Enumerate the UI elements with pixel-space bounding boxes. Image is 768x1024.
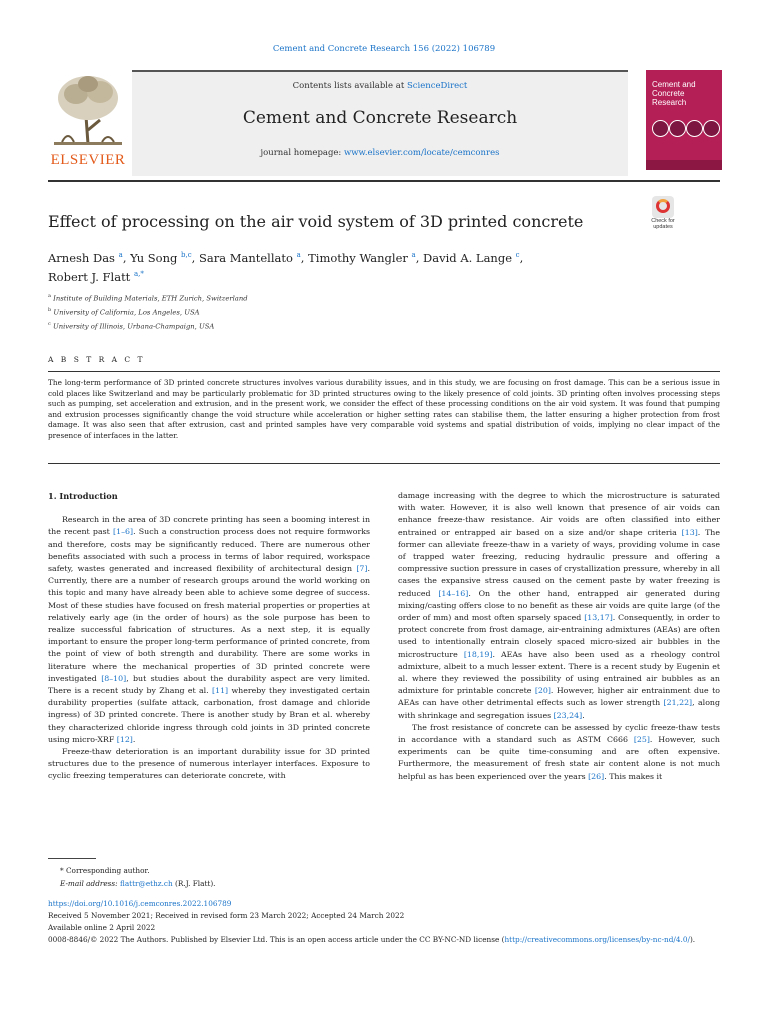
received-dates: Received 5 November 2021; Received in revised form 23 March 2022; Accepted 24 March 2022 xyxy=(48,911,405,920)
license-suffix: ). xyxy=(689,935,696,944)
affiliation: $^b$ University of California, Los Angeles, USA xyxy=(48,306,200,317)
footnote-email xyxy=(60,879,216,888)
contents-prefix: Contents lists available at xyxy=(292,81,407,91)
citation-ref-link[interactable]: [14–16] xyxy=(438,588,469,598)
paragraph xyxy=(398,722,720,783)
citation-ref-link[interactable]: [1–6] xyxy=(113,527,134,537)
license-link[interactable]: http://creativecommons.org/licenses/by-nc-nd/4.0/ xyxy=(504,935,690,944)
elsevier-logo[interactable] xyxy=(48,70,128,170)
citation-ref-link[interactable]: [8–10] xyxy=(101,673,127,683)
elsevier-tree-icon xyxy=(48,70,128,152)
text-run: . xyxy=(132,734,136,744)
email-link[interactable]: flattr@ethz.ch xyxy=(119,879,173,888)
contents-line xyxy=(132,81,628,91)
homepage-link[interactable]: www.elsevier.com/locate/cemconres xyxy=(344,148,500,158)
text-run: damage increasing with the degree to which the microstructure is saturated with water. However, it is also well known that presence of air voids can enhance freeze-thaw resistance. Air voids are often classified into either entrained or entrapped air based on a size and/or shape criteria xyxy=(398,491,720,537)
author[interactable]: Timothy Wangler $^a$ xyxy=(308,250,416,265)
citation-ref-link[interactable]: [25] xyxy=(633,735,650,745)
citation-ref-link[interactable]: [12] xyxy=(116,734,133,744)
cover-title-line: Cement and xyxy=(652,80,696,89)
text-run: . This makes it xyxy=(604,771,663,781)
citation-line[interactable]: Cement and Concrete Research 156 (2022) 106789 xyxy=(272,44,496,54)
cover-image-circle xyxy=(686,120,703,137)
author[interactable]: Robert J. Flatt $^{a,*}$ xyxy=(48,269,144,284)
affiliations xyxy=(48,291,248,332)
email-label: E-mail address: xyxy=(60,879,120,888)
article-title: Effect of processing on the air void system of 3D printed concrete xyxy=(48,212,584,231)
citation-ref-link[interactable]: [13,17] xyxy=(584,613,613,623)
author[interactable]: Arnesh Das $^a$ xyxy=(48,250,123,265)
text-run: , but studies about the durability aspect are very limited. There is a recent study by Zhang et al. xyxy=(48,673,371,696)
affiliation: $^c$ University of Illinois, Urbana-Champaign, USA xyxy=(48,320,215,330)
homepage-prefix: journal homepage: xyxy=(260,148,344,158)
citation-ref-link[interactable]: [13] xyxy=(681,527,698,537)
citation-ref-link[interactable]: [23,24] xyxy=(553,710,583,720)
author-list: Arnesh Das $^a$, Yu Song $^{b,c}$, Sara Mantellato $^a$, Timothy Wangler $^a$, David A. Lange $^c$, Robert J. Flatt $^{a,*}$ xyxy=(48,250,524,284)
citation-ref-link[interactable]: [20] xyxy=(534,686,551,696)
text-run: whereby they investigated certain durability properties (sulfate attack, carbonation, frost damage and chloride ingress) of 3D printed concrete. There is another study by Bran et al. whereby they characterized chloride ingress through cold joints in 3D printed concrete using micro-XRF xyxy=(48,686,370,744)
journal-title[interactable]: Cement and Concrete Research xyxy=(242,108,518,128)
citation-ref-link[interactable]: [26] xyxy=(588,771,605,781)
cover-footer-bar xyxy=(646,160,722,170)
body-column-left xyxy=(48,490,370,783)
elsevier-wordmark: ELSEVIER xyxy=(50,152,126,168)
check-updates-icon xyxy=(652,196,674,218)
footnote-corresponding: * Corresponding author. xyxy=(60,866,150,875)
email-suffix: (R.J. Flatt). xyxy=(172,879,216,888)
author[interactable]: Yu Song $^{b,c}$ xyxy=(130,250,192,265)
affiliation: $^a$ Institute of Building Materials, ETH Zurich, Switzerland xyxy=(48,293,248,303)
paragraph xyxy=(48,514,370,746)
cover-title-line: Research xyxy=(652,98,687,107)
text-run: The frost resistance of concrete can be assessed by cyclic freeze-thaw tests in accordance with a standard such as ASTM C666 xyxy=(398,722,720,745)
journal-header xyxy=(48,70,720,174)
journal-banner xyxy=(132,70,628,176)
abstract-top-rule xyxy=(48,371,720,372)
doi-link xyxy=(48,898,720,909)
abstract-bottom-rule xyxy=(48,463,720,464)
citation-ref-link[interactable]: [21,22] xyxy=(663,698,693,708)
text-run: . Currently, there are a number of research groups around the world working on this topic and many have already been able to achieve some degree of success. Most of these studies have focused on fresh material properties or properties at relatively early age (in the order of hours) as the sole purpose has been to realize successful fabrication of structures. As a next step, it is equally important to ensure the proper long-term performance of printed concrete, from the point of view of both strength and durability. There are some works in literature where the mechanical properties of 3D printed concrete were investigated xyxy=(48,564,370,683)
body-column-right xyxy=(398,490,720,783)
author[interactable]: Sara Mantellato $^a$ xyxy=(198,250,301,265)
text-run: . AEAs have also been used as a rheology control admixture, albeit to a much lesser extent. There is a recent study by Eugenin et al. where they reviewed the possibility of using entrained air bubbles as an admixture for printable concrete xyxy=(398,649,720,696)
doi-url[interactable]: https://doi.org/10.1016/j.cemconres.2022.106789 xyxy=(48,899,232,908)
sciencedirect-link[interactable]: ScienceDirect xyxy=(406,81,468,91)
text-run: . Such a construction process does not require formworks and therefore, costs may be significantly reduced. There are numerous other benefits associated with such a process in terms of labor required, workspace safety, wastes generated and increased flexibility of architectural design xyxy=(48,527,370,574)
text-run: . The former can alleviate freeze-thaw in a variety of ways, providing volume in case of trapped water freezing, reducing hydraulic pressure and offering a compressive suction pressure in cases of crystallization pressure, whereby in all cases the expansive stress caused on the cement paste by water freezing is reduced xyxy=(398,527,720,598)
text-run: . On the other hand, entrapped air generated during mixing/casting offers close to no benefit as these air voids are quite large (of the order of mm) and most often sparsely spaced xyxy=(398,588,720,623)
cover-image-circle xyxy=(703,120,720,137)
text-run: Research in the area of 3D concrete printing has seen a booming interest in the recent past xyxy=(48,515,370,537)
homepage-line xyxy=(132,148,628,158)
footnote-rule xyxy=(48,858,96,859)
text-run: . xyxy=(582,710,585,720)
citation-ref-link[interactable]: [7] xyxy=(356,564,368,574)
text-run: . However, such experiments can be quite time-consuming and are often expensive. Furthermore, the measurement of fresh state air content alone is not much helpful as has been experienced over the years xyxy=(398,735,720,781)
citation-ref-link[interactable]: [18,19] xyxy=(463,649,493,659)
citation-ref-link[interactable]: [11] xyxy=(212,686,229,696)
check-updates-line: updates xyxy=(653,224,673,230)
text-run: , along with shrinkage and segregation issues xyxy=(398,698,720,720)
text-run: . However, higher air entrainment due to AEAs can have other detrimental effects such as lower strength xyxy=(398,686,720,708)
abstract-label: A B S T R A C T xyxy=(48,355,146,364)
text-run: . Consequently, in order to protect concrete from frost damage, air-entraining admixtures (AEAs) are often used to intentionally entrain closely spaced micro-sized air bubbles in the microstructure xyxy=(398,613,720,659)
author[interactable]: David A. Lange $^c$ xyxy=(423,250,520,265)
check-for-updates-button[interactable] xyxy=(646,196,680,230)
cover-title xyxy=(652,80,696,107)
abstract-text: The long-term performance of 3D printed concrete structures involves various durability issues, and in this study, we are focusing on frost damage. This can be a serious issue in cold places like Switzerland and may be particularly problematic for 3D printed structures owing to the likely presence of cold joints. 3D printing often involves processing steps such as pumping, set acceleration and extrusion, and in the present work, we consider the effect of these processing conditions on the air void system. It was found that pumping and extrusion processes significantly change the void structure while acceleration or higher setting rates can stabilise them, the latter ensuring a higher protection from frost damage. It was also seen that after extrusion, cast and printed samples have very comparable void systems and spatial distribution of voids, implying no clear impact of the presence of interfaces in the latter. xyxy=(48,378,720,440)
license-prefix: 0008-8846/© 2022 The Authors. Published by Elsevier Ltd. This is an open access article under the CC BY-NC-ND license ( xyxy=(48,935,505,944)
paragraph xyxy=(398,490,720,722)
journal-cover-thumbnail[interactable] xyxy=(646,70,722,170)
section-heading: 1. Introduction xyxy=(48,491,118,501)
paragraph: Freeze-thaw deterioration is an important durability issue for 3D printed structures due to the presence of numerous interlayer interfaces. Exposure to cyclic freezing temperatures can deteriorate concrete, with xyxy=(48,747,370,781)
cover-image-circle xyxy=(652,120,669,137)
header-divider xyxy=(48,180,720,182)
license-line xyxy=(48,934,720,945)
check-updates-line: Check for xyxy=(651,218,675,224)
cover-image-circle xyxy=(669,120,686,137)
cover-title-line: Concrete xyxy=(652,89,685,98)
available-online: Available online 2 April 2022 xyxy=(48,923,156,932)
check-updates-label xyxy=(646,218,680,230)
